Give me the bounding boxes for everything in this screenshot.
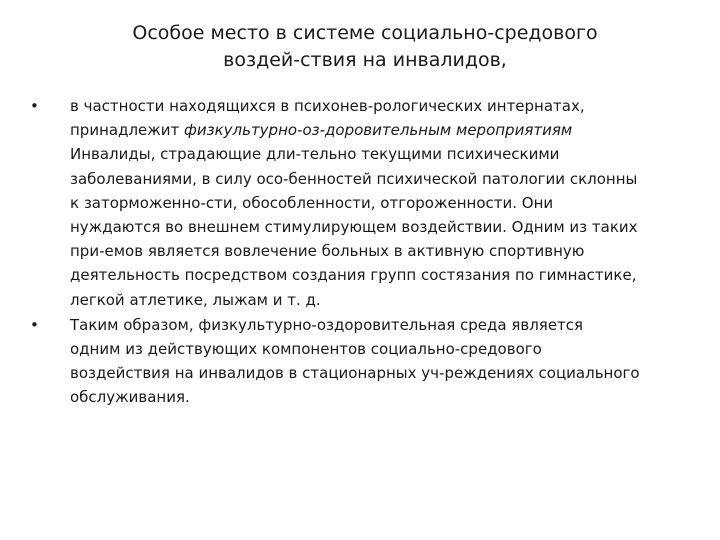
bullet-text-line: одним из действующих компонентов социально-средового [70,340,542,359]
bullet-text-line: к заторможенно-сти, обособленности, отгороженности. Они [70,193,554,212]
bullet-text-line: нуждаются во внешнем стимулирующем воздействии. Одним из таких [70,218,638,237]
bullet-text-line: Таким образом, физкультурно-оздоровительная среда является [70,315,584,334]
bullet-text-line: при-емов является вовлечение больных в активную спортивную [70,242,585,261]
bullet-text-fragment: принадлежит [70,121,185,140]
bullet-item-1 [30,94,690,312]
bullet-marker: • [30,315,39,334]
slide-title-line-2: воздей-ствия на инвалидов, [223,49,507,71]
bullet-text-line: деятельность посредством создания групп состязания по гимнастике, [70,266,637,285]
bullet-text-line: воздействия на инвалидов в стационарных уч-реждениях социального [70,364,640,383]
bullet-item-2 [30,313,690,410]
bullet-text-line: обслуживания. [70,388,190,407]
slide-title [60,20,670,74]
bullet-list [30,94,690,410]
bullet-text-line: в частности находящихся в психонев-рологических интернатах, [70,97,585,115]
bullet-text-line: Инвалиды, страдающие дли-тельно текущими психическими [70,145,560,164]
bullet-text-emphasis: физкультурно-оз-доровительным мероприятиям [184,121,573,140]
bullet-text-line: легкой атлетике, лыжам и т. д. [70,290,321,309]
bullet-text-line: заболеваниями, в силу осо-бенностей психической патологии склонны [70,169,638,188]
slide-title-line-1: Особое место в системе социально-средового [132,22,598,44]
bullet-text-line [70,118,690,142]
bullet-marker: • [30,97,39,115]
